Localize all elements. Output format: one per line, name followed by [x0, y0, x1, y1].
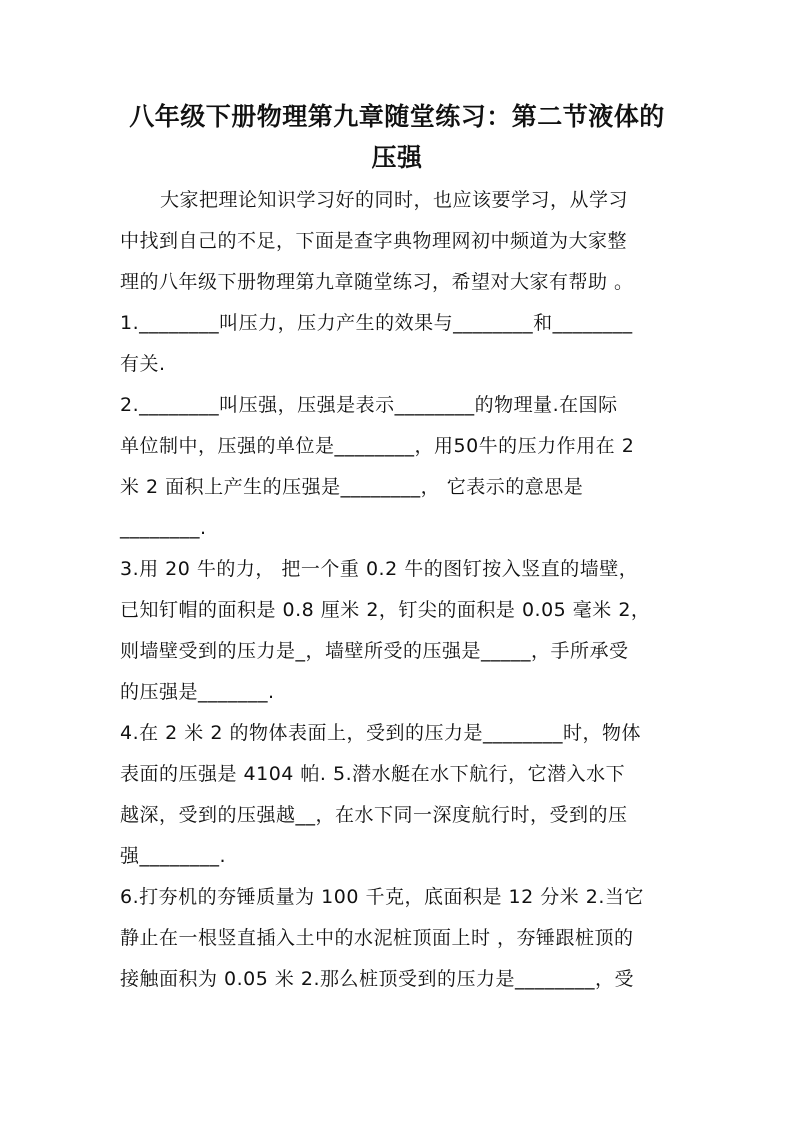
question-line: 2.________叫压强，压强是表示________的物理量.在国际 [120, 394, 618, 416]
question-line: ________. [120, 517, 207, 539]
title-line: 压强 [371, 143, 423, 172]
question-line: 有关. [120, 353, 166, 375]
question-2 [120, 385, 680, 549]
question-line: 4.在 2 米 2 的物体表面上，受到的压力是________时，物体 [120, 722, 641, 744]
question-4-5 [120, 713, 680, 877]
question-line: 接触面积为 0.05 米 2.那么桩顶受到的压力是________，受 [120, 968, 635, 990]
question-line: 的压强是_______. [120, 681, 275, 703]
document-body [120, 180, 680, 1000]
question-3 [120, 549, 680, 713]
intro-paragraph [120, 180, 680, 303]
document-title [100, 97, 694, 179]
question-line: 6.打夯机的夯锤质量为 100 千克，底面积是 12 分米 2.当它 [120, 886, 644, 908]
question-line: 则墙壁受到的压力是_，墙壁所受的压强是_____，手所承受 [120, 640, 629, 662]
question-line: 表面的压强是 4104 帕. 5.潜水艇在水下航行，它潜入水下 [120, 763, 626, 785]
question-line: 已知钉帽的面积是 0.8 厘米 2，钉尖的面积是 0.05 毫米 2， [120, 599, 651, 621]
question-line: 静止在一根竖直插入土中的水泥桩顶面上时 ，夯锤跟桩顶的 [120, 927, 634, 949]
question-6 [120, 877, 680, 1000]
question-line: 3.用 20 牛的力， 把一个重 0.2 牛的图钉按入竖直的墙壁， [120, 558, 639, 580]
question-line: 米 2 面积上产生的压强是________， 它表示的意思是 [120, 476, 584, 498]
intro-line: 理的八年级下册物理第九章随堂练习，希望对大家有帮助 。 [120, 271, 634, 293]
intro-line: 中找到自己的不足，下面是查字典物理网初中频道为大家整 [120, 230, 628, 252]
intro-line: 大家把理论知识学习好的同时，也应该要学习，从学习 [160, 189, 629, 211]
question-line: 单位制中，压强的单位是________，用50牛的压力作用在 2 [120, 435, 635, 457]
question-line: 强________. [120, 845, 227, 867]
question-line: 1.________叫压力，压力产生的效果与________和________ [120, 312, 633, 334]
title-line: 八年级下册物理第九章随堂练习：第二节液体的 [129, 102, 665, 131]
question-1 [120, 303, 680, 385]
question-line: 越深，受到的压强越__，在水下同一深度航行时，受到的压 [120, 804, 628, 826]
